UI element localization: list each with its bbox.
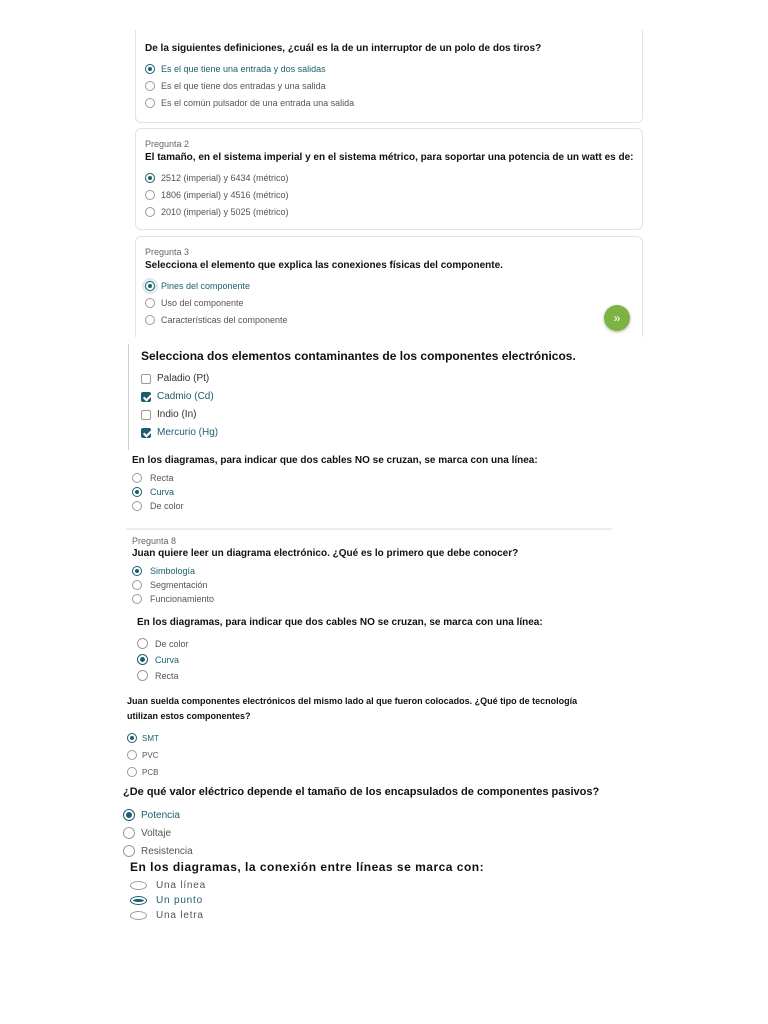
radio-selected[interactable] <box>145 173 155 183</box>
question-text: El tamaño, en el sistema imperial y en el sistema métrico, para soportar una potencia de un watt es de: <box>145 152 634 163</box>
option-label: Simbología <box>150 566 196 576</box>
option-label: SMT <box>142 733 159 743</box>
radio[interactable] <box>145 98 155 108</box>
radio-selected[interactable] <box>127 733 137 743</box>
option-label: Es el que tiene dos entradas y una salida <box>161 81 326 91</box>
option-label: Características del componente <box>161 315 288 325</box>
question-number: Pregunta 3 <box>145 247 190 257</box>
option-label: Recta <box>155 670 179 681</box>
option-3[interactable] <box>130 910 204 921</box>
option-1[interactable] <box>123 809 180 821</box>
checkbox[interactable] <box>141 374 151 384</box>
option-label: Cadmio (Cd) <box>157 391 214 402</box>
question-text: ¿De qué valor eléctrico depende el tamaño de los encapsulados de componentes pasivos? <box>123 786 600 798</box>
question-card-1 <box>135 30 643 123</box>
question-text: Juan quiere leer un diagrama electrónico. ¿Qué es lo primero que debe conocer? <box>132 548 519 559</box>
radio[interactable] <box>127 767 137 777</box>
radio[interactable] <box>123 827 135 839</box>
option-2[interactable] <box>145 190 289 200</box>
option-3[interactable] <box>145 207 289 217</box>
checkbox[interactable] <box>141 410 151 420</box>
option-label: PCB <box>142 767 159 777</box>
option-1[interactable] <box>145 64 326 74</box>
option-1[interactable] <box>132 566 195 576</box>
option-label: Es el que tiene una entrada y dos salidas <box>161 64 326 74</box>
question-block-7 <box>130 612 600 688</box>
radio[interactable] <box>137 638 148 649</box>
option-1[interactable] <box>132 473 174 483</box>
radio[interactable] <box>132 501 142 511</box>
question-text: En los diagramas, para indicar que dos cables NO se cruzan, se marca con una línea: <box>137 617 543 628</box>
option-3[interactable] <box>123 845 193 857</box>
option-2[interactable] <box>141 391 214 402</box>
option-2[interactable] <box>127 750 158 760</box>
option-4[interactable] <box>141 427 218 438</box>
radio[interactable] <box>137 670 148 681</box>
radio[interactable] <box>132 580 142 590</box>
option-label: Curva <box>155 654 180 665</box>
question-text: Selecciona el elemento que explica las conexiones físicas del componente. <box>145 260 503 271</box>
option-2[interactable] <box>137 654 179 665</box>
option-label: Un punto <box>156 895 203 906</box>
option-1[interactable] <box>145 281 250 291</box>
question-number: Pregunta 8 <box>132 536 177 546</box>
option-label: PVC <box>142 750 159 760</box>
option-label: Una línea <box>156 880 207 891</box>
option-label: Indio (In) <box>157 409 197 420</box>
option-3[interactable] <box>132 501 184 511</box>
option-label: Recta <box>150 473 174 483</box>
option-label: Segmentación <box>150 580 208 590</box>
option-label: Resistencia <box>141 845 193 857</box>
double-chevron-up-icon: » <box>613 311 621 325</box>
option-label: Curva <box>150 487 175 497</box>
question-card-2 <box>135 128 643 230</box>
option-label: 1806 (imperial) y 4516 (métrico) <box>161 190 289 200</box>
option-3[interactable] <box>127 767 158 777</box>
question-text-line-2: utilizan estos componentes? <box>127 711 251 721</box>
option-label: Pines del componente <box>161 281 251 291</box>
option-1[interactable] <box>137 638 189 649</box>
option-label: Voltaje <box>141 827 172 839</box>
radio-selected[interactable] <box>132 487 142 497</box>
option-1[interactable] <box>130 880 206 891</box>
radio[interactable] <box>132 473 142 483</box>
radio-selected[interactable] <box>137 654 148 665</box>
question-card-3 <box>135 236 643 337</box>
radio[interactable] <box>145 315 155 325</box>
option-1[interactable] <box>127 733 159 743</box>
option-label: Es el común pulsador de una entrada una salida <box>161 98 355 108</box>
question-block-5 <box>126 452 612 530</box>
question-text: De la siguientes definiciones, ¿cuál es la de un interruptor de un polo de dos tiros? <box>145 43 542 54</box>
question-block-4 <box>128 344 599 450</box>
option-label: Una letra <box>156 910 204 921</box>
question-block-9 <box>120 782 640 860</box>
radio[interactable] <box>123 845 135 857</box>
option-2[interactable] <box>123 827 171 839</box>
option-2[interactable] <box>145 81 326 91</box>
radio[interactable] <box>145 207 155 217</box>
radio-selected[interactable] <box>145 64 155 74</box>
radio[interactable] <box>130 881 147 890</box>
scroll-top-button[interactable] <box>604 305 630 331</box>
question-text: En los diagramas, la conexión entre líneas se marca con: <box>130 860 485 874</box>
option-3[interactable] <box>132 594 214 604</box>
radio-selected[interactable] <box>130 896 147 905</box>
question-block-8 <box>124 692 604 782</box>
option-2[interactable] <box>130 895 203 906</box>
radio[interactable] <box>145 81 155 91</box>
radio-selected[interactable] <box>132 566 142 576</box>
option-label: De color <box>150 501 184 511</box>
option-label: Paladio (Pt) <box>157 373 210 384</box>
question-block-6 <box>126 534 606 608</box>
option-label: 2010 (imperial) y 5025 (métrico) <box>161 207 289 217</box>
option-1[interactable] <box>141 373 209 384</box>
radio-selected[interactable] <box>145 281 155 291</box>
option-label: 2512 (imperial) y 6434 (métrico) <box>161 173 289 183</box>
question-text: Selecciona dos elementos contaminantes de los componentes electrónicos. <box>141 349 576 363</box>
radio[interactable] <box>132 594 142 604</box>
checkbox-checked[interactable] <box>141 392 151 402</box>
checkbox-checked[interactable] <box>141 428 151 438</box>
option-3[interactable] <box>145 98 354 108</box>
question-text-line-1: Juan suelda componentes electrónicos del mismo lado al que fueron colocados. ¿Qué tipo de tecnología <box>127 696 578 706</box>
option-2[interactable] <box>132 580 208 590</box>
option-3[interactable] <box>137 670 179 681</box>
question-number: Pregunta 2 <box>145 139 190 149</box>
option-2[interactable] <box>132 487 174 497</box>
option-label: Potencia <box>141 809 180 821</box>
question-block-10 <box>126 858 596 926</box>
radio[interactable] <box>145 190 155 200</box>
option-label: De color <box>155 638 189 649</box>
radio[interactable] <box>130 911 147 920</box>
radio[interactable] <box>127 750 137 760</box>
radio[interactable] <box>145 298 155 308</box>
option-2[interactable] <box>145 298 244 308</box>
option-label: Funcionamiento <box>150 594 215 604</box>
option-label: Uso del componente <box>161 298 244 308</box>
option-3[interactable] <box>141 409 196 420</box>
radio-selected[interactable] <box>123 809 135 821</box>
option-1[interactable] <box>145 173 289 183</box>
option-3[interactable] <box>145 315 288 325</box>
question-text: En los diagramas, para indicar que dos cables NO se cruzan, se marca con una línea: <box>132 455 538 466</box>
option-label: Mercurio (Hg) <box>157 427 219 438</box>
